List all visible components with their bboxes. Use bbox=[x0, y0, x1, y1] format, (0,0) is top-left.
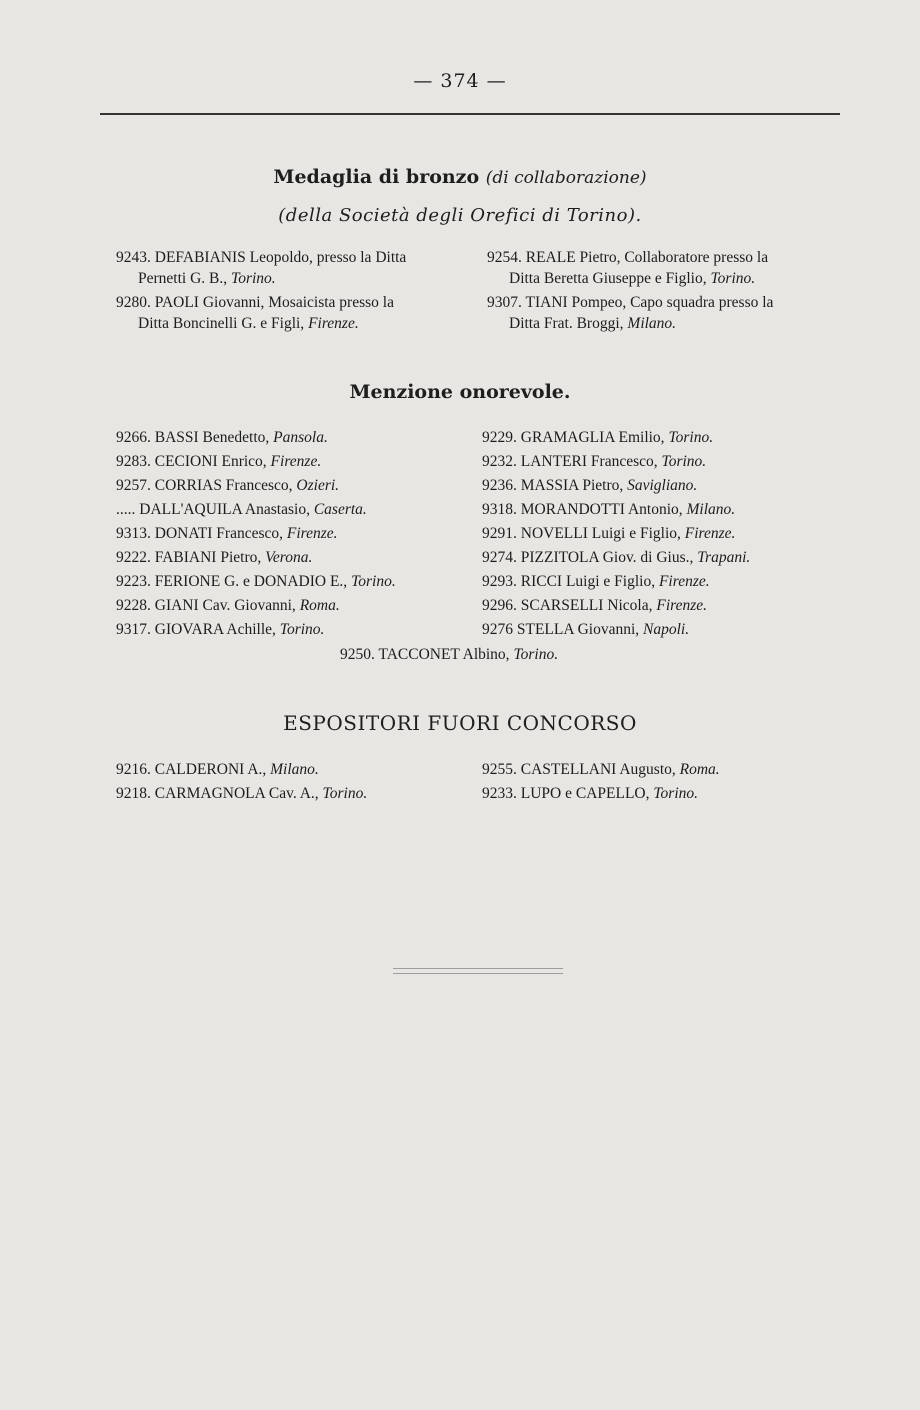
list-item: 9236. MASSIA Pietro, Savigliano. bbox=[482, 477, 698, 494]
bronze-subtitle: (della Società degli Orefici di Torino). bbox=[278, 205, 642, 226]
page-number: — 374 — bbox=[413, 70, 507, 92]
list-item: 9232. LANTERI Francesco, Torino. bbox=[482, 453, 707, 470]
list-item: 9229. GRAMAGLIA Emilio, Torino. bbox=[482, 429, 714, 446]
list-item: 9218. CARMAGNOLA Cav. A., Torino. bbox=[116, 785, 368, 802]
list-item: 9250. TACCONET Albino, Torino. bbox=[340, 646, 559, 663]
list-item: 9318. MORANDOTTI Antonio, Milano. bbox=[482, 501, 736, 518]
bronze-entry: 9254. REALE Pietro, Collaboratore presso la Ditta Beretta Giuseppe e Figlio, Torino. bbox=[487, 249, 769, 287]
list-item: 9255. CASTELLANI Augusto, Roma. bbox=[482, 761, 720, 778]
list-item: 9228. GIANI Cav. Giovanni, Roma. bbox=[116, 597, 340, 614]
list-item: 9276 STELLA Giovanni, Napoli. bbox=[482, 621, 690, 638]
bronze-entry: 9307. TIANI Pompeo, Capo squadra presso la Ditta Frat. Broggi, Milano. bbox=[487, 294, 774, 332]
list-item: 9291. NOVELLI Luigi e Figlio, Firenze. bbox=[482, 525, 736, 542]
list-item: 9293. RICCI Luigi e Figlio, Firenze. bbox=[482, 573, 710, 590]
list-item: 9266. BASSI Benedetto, Pansola. bbox=[116, 429, 328, 446]
list-item: 9317. GIOVARA Achille, Torino. bbox=[116, 621, 325, 638]
list-item: 9223. FERIONE G. e DONADIO E., Torino. bbox=[116, 573, 396, 590]
list-item: 9233. LUPO e CAPELLO, Torino. bbox=[482, 785, 699, 802]
list-item: 9274. PIZZITOLA Giov. di Gius., Trapani. bbox=[482, 549, 751, 566]
menzione-heading: Menzione onorevole. bbox=[349, 381, 571, 403]
list-item: 9283. CECIONI Enrico, Firenze. bbox=[116, 453, 322, 470]
bronze-title: Medaglia di bronzo bbox=[273, 166, 480, 188]
fuori-concorso-heading: ESPOSITORI FUORI CONCORSO bbox=[283, 711, 637, 735]
header-rule bbox=[100, 113, 840, 115]
bronze-entry: 9280. PAOLI Giovanni, Mosaicista presso la Ditta Boncinelli G. e Figli, Firenze. bbox=[116, 294, 394, 332]
list-item: 9257. CORRIAS Francesco, Ozieri. bbox=[116, 477, 340, 494]
bronze-entry: 9243. DEFABIANIS Leopoldo, presso la Ditta Pernetti G. B., Torino. bbox=[116, 249, 407, 287]
list-item: 9296. SCARSELLI Nicola, Firenze. bbox=[482, 597, 708, 614]
bronze-title-note: (di collaborazione) bbox=[485, 168, 647, 188]
bronze-heading bbox=[0, 166, 920, 188]
list-item: 9222. FABIANI Pietro, Verona. bbox=[116, 549, 313, 566]
list-item: 9216. CALDERONI A., Milano. bbox=[116, 761, 319, 778]
list-item: 9313. DONATI Francesco, Firenze. bbox=[116, 525, 338, 542]
list-item: ..... DALL'AQUILA Anastasio, Caserta. bbox=[116, 501, 367, 518]
show-through-rule bbox=[393, 968, 563, 974]
